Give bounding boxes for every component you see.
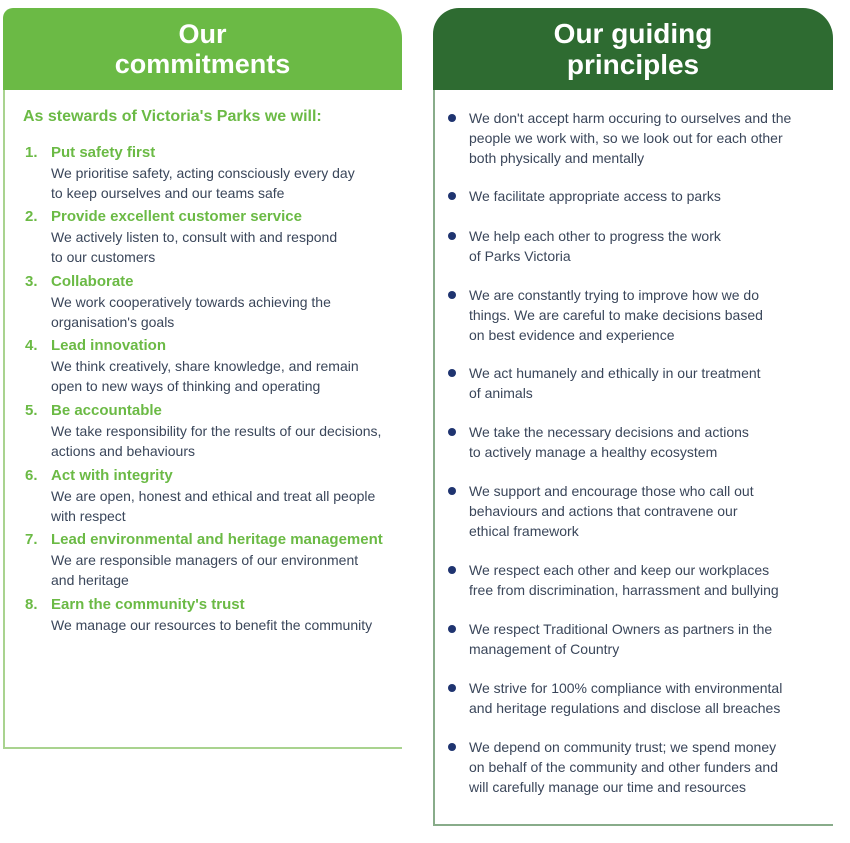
commitment-title: Lead environmental and heritage management [51, 531, 383, 548]
principle-item [448, 678, 818, 718]
commitment-title: Provide excellent customer service [51, 208, 302, 225]
commitment-item [25, 207, 405, 267]
commitment-item [25, 272, 405, 332]
commitment-title: Earn the community's trust [51, 596, 245, 613]
principle-item [448, 481, 818, 541]
principle-text: We respect Traditional Owners as partners in the management of Country [469, 621, 773, 657]
principle-item [448, 619, 818, 659]
commitment-description: We are open, honest and ethical and treat all people with respect [51, 488, 376, 524]
commitment-item [25, 595, 405, 635]
commitment-item [25, 336, 405, 396]
commitment-number: 8. [25, 596, 38, 613]
commitments-title-line2: commitments [114, 49, 291, 79]
commitment-description: We take responsibility for the results of our decisions, actions and behaviours [51, 423, 382, 459]
bullet-icon [448, 487, 456, 495]
principle-text: We take the necessary decisions and actions to actively manage a healthy ecosystem [469, 424, 749, 460]
commitment-title: Lead innovation [51, 337, 167, 354]
bullet-icon [448, 428, 456, 436]
commitment-number: 2. [25, 208, 38, 225]
commitment-number: 7. [25, 531, 38, 548]
commitment-description: We think creatively, share knowledge, and remain open to new ways of thinking and operating [51, 358, 359, 394]
principle-item [448, 285, 818, 345]
commitments-title-line1: Our [178, 19, 227, 49]
bullet-icon [448, 291, 456, 299]
commitment-number: 5. [25, 402, 38, 419]
commitments-header [3, 8, 402, 90]
principles-title-line2: principles [566, 49, 700, 80]
principle-text: We don't accept harm occuring to ourselves and the people we work with, so we look out for each other both physically and mentally [469, 110, 792, 166]
principle-item [448, 560, 818, 600]
commitment-description: We are responsible managers of our environment and heritage [51, 552, 359, 588]
principle-text: We are constantly trying to improve how we do things. We are careful to make decisions based on best evidence and experience [469, 287, 763, 343]
commitment-title: Collaborate [51, 273, 134, 290]
commitment-description: We manage our resources to benefit the community [51, 617, 373, 633]
principle-text: We strive for 100% compliance with environmental and heritage regulations and disclose all breaches [469, 680, 783, 716]
bullet-icon [448, 566, 456, 574]
principle-text: We depend on community trust; we spend money on behalf of the community and other funders and will carefully manage our time and resources [469, 739, 778, 795]
commitment-number: 3. [25, 273, 38, 290]
commitments-intro: As stewards of Victoria's Parks we will: [23, 108, 322, 125]
principle-item [448, 363, 818, 403]
principle-item [448, 226, 818, 266]
commitment-description: We work cooperatively towards achieving the organisation's goals [51, 294, 331, 330]
principles-title-line1: Our guiding [553, 18, 713, 49]
bullet-icon [448, 684, 456, 692]
commitment-title: Act with integrity [51, 467, 173, 484]
bullet-icon [448, 369, 456, 377]
principle-text: We act humanely and ethically in our treatment of animals [469, 365, 761, 401]
principle-item [448, 737, 818, 797]
commitment-description: We actively listen to, consult with and respond to our customers [51, 229, 338, 265]
bullet-icon [448, 114, 456, 122]
principle-text: We support and encourage those who call out behaviours and actions that contravene our ethical framework [469, 483, 754, 539]
commitment-number: 4. [25, 337, 38, 354]
commitment-item [25, 530, 405, 590]
commitment-number: 1. [25, 144, 38, 161]
principles-header [433, 8, 833, 90]
bullet-icon [448, 232, 456, 240]
commitment-title: Put safety first [51, 144, 156, 161]
commitment-item [25, 401, 405, 461]
commitment-item [25, 143, 405, 203]
bullet-icon [448, 625, 456, 633]
commitment-number: 6. [25, 467, 38, 484]
commitment-title: Be accountable [51, 402, 162, 419]
commitment-item [25, 466, 405, 526]
bullet-icon [448, 743, 456, 751]
bullet-icon [448, 192, 456, 200]
principle-item [448, 108, 818, 168]
principle-text: We help each other to progress the work of Parks Victoria [469, 228, 721, 264]
principle-text: We facilitate appropriate access to parks [469, 188, 721, 204]
principle-item [448, 422, 818, 462]
commitment-description: We prioritise safety, acting consciously every day to keep ourselves and our teams safe [51, 165, 355, 201]
principle-item [448, 186, 818, 206]
principle-text: We respect each other and keep our workplaces free from discrimination, harrassment and bullying [469, 562, 779, 598]
